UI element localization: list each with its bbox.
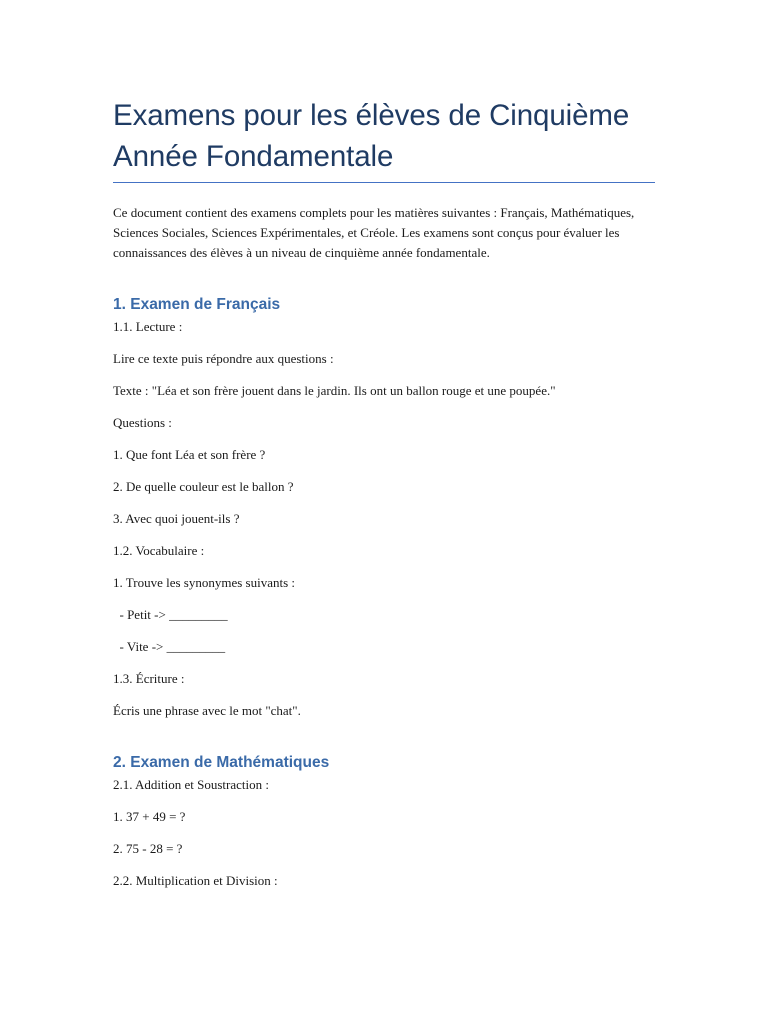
subsection-lecture: 1.1. Lecture : (113, 319, 183, 334)
section-heading-mathematiques: 2. Examen de Mathématiques (113, 754, 330, 771)
document-page (113, 95, 655, 903)
question-1: 1. Que font Léa et son frère ? (113, 447, 266, 462)
question-3: 3. Avec quoi jouent-ils ? (113, 511, 240, 526)
instruction-line: Lire ce texte puis répondre aux questions : (113, 351, 334, 366)
subsection-multiplication: 2.2. Multiplication et Division : (113, 873, 278, 888)
vocab-item-vite: - Vite -> _________ (113, 639, 226, 654)
vocab-item-petit: - Petit -> _________ (113, 607, 228, 622)
section-heading-francais: 1. Examen de Français (113, 296, 281, 313)
vocab-instruction: 1. Trouve les synonymes suivants : (113, 575, 296, 590)
math-question-1: 1. 37 + 49 = ? (113, 809, 186, 824)
reading-text: Texte : "Léa et son frère jouent dans le jardin. Ils ont un ballon rouge et une poupée." (113, 383, 556, 398)
document-title: Examens pour les élèves de Cinquième Année Fondamentale (113, 95, 655, 183)
section-mathematiques (113, 775, 655, 891)
section-francais (113, 317, 655, 721)
subsection-vocabulaire: 1.2. Vocabulaire : (113, 543, 205, 558)
questions-label: Questions : (113, 415, 172, 430)
subsection-ecriture: 1.3. Écriture : (113, 671, 185, 686)
writing-instruction: Écris une phrase avec le mot "chat". (113, 703, 301, 718)
question-2: 2. De quelle couleur est le ballon ? (113, 479, 294, 494)
subsection-addition: 2.1. Addition et Soustraction : (113, 777, 269, 792)
math-question-2: 2. 75 - 28 = ? (113, 841, 183, 856)
intro-paragraph: Ce document contient des examens complets pour les matières suivantes : Français, Mathématiques, Sciences Sociales, Sciences Expérimentales, et Créole. Les examens sont conçus pour évaluer les connaissances des élèves à un niveau de cinquième année fondamentale. (113, 205, 635, 260)
